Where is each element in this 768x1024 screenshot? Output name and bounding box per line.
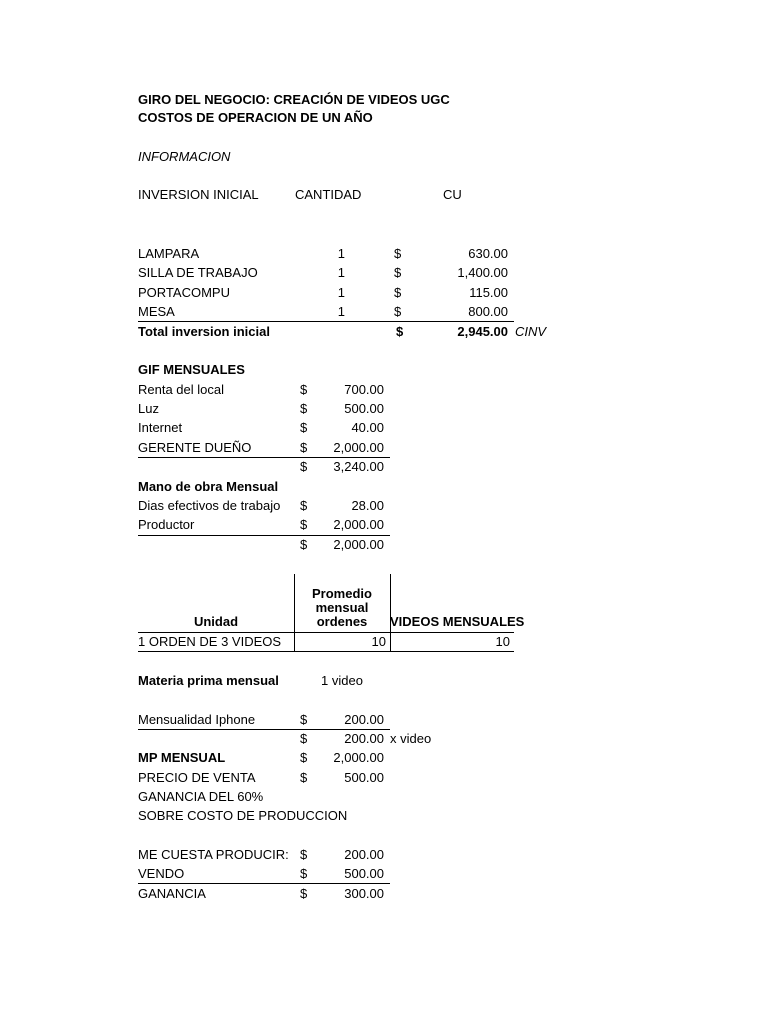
divider <box>138 651 514 652</box>
item-value: 40.00 <box>351 420 384 435</box>
total-inversion-value: 2,945.00 <box>457 324 508 339</box>
precio-venta-label: PRECIO DE VENTA <box>138 770 256 785</box>
col-header-cu: CU <box>443 187 462 202</box>
videos-cell: 10 <box>495 634 510 649</box>
per-video-value: 200.00 <box>344 731 384 746</box>
per-video-tag: x video <box>390 731 432 746</box>
item-cu: 800.00 <box>468 304 508 319</box>
cost-title: COSTOS DE OPERACION DE UN AÑO <box>138 110 373 125</box>
item-qty: 1 <box>337 265 345 280</box>
item-name: ME CUESTA PRODUCIR: <box>138 847 289 862</box>
divider <box>138 457 390 458</box>
currency-sign: $ <box>394 304 402 319</box>
currency-sign: $ <box>300 517 308 532</box>
cinv-tag: CINV <box>515 324 547 339</box>
item-qty: 1 <box>337 304 345 319</box>
currency-sign: $ <box>300 537 308 552</box>
currency-sign: $ <box>300 382 308 397</box>
header-promedio-1: Promedio <box>312 586 372 601</box>
item-value: 500.00 <box>344 866 384 881</box>
mano-obra-title: Mano de obra Mensual <box>138 479 279 494</box>
col-header-inversion: INVERSION INICIAL <box>138 187 259 202</box>
item-value: 200.00 <box>344 847 384 862</box>
currency-sign: $ <box>300 750 308 765</box>
divider <box>138 883 390 884</box>
item-value: 500.00 <box>344 401 384 416</box>
info-label: INFORMACION <box>138 149 231 164</box>
currency-sign: $ <box>300 401 308 416</box>
item-name: Internet <box>138 420 183 435</box>
divider <box>138 535 390 536</box>
item-name: GERENTE DUEÑO <box>138 440 252 455</box>
item-name: Mensualidad Iphone <box>138 712 256 727</box>
unit-label: 1 video <box>321 673 363 688</box>
sobre-costo-label: SOBRE COSTO DE PRODUCCION <box>138 808 348 823</box>
item-name: Renta del local <box>138 382 224 397</box>
currency-sign: $ <box>300 712 308 727</box>
divider <box>138 321 514 322</box>
gif-total-value: 3,240.00 <box>333 459 384 474</box>
business-line-title: GIRO DEL NEGOCIO: CREACIÓN DE VIDEOS UGC <box>138 92 450 107</box>
unidad-cell: 1 ORDEN DE 3 VIDEOS <box>138 634 282 649</box>
item-cu: 115.00 <box>469 285 508 300</box>
divider <box>138 632 514 633</box>
precio-venta-value: 500.00 <box>344 770 384 785</box>
item-value: 300.00 <box>344 886 384 901</box>
gif-title: GIF MENSUALES <box>138 362 245 377</box>
mano-obra-total-value: 2,000.00 <box>333 537 384 552</box>
item-name: Luz <box>138 401 159 416</box>
item-name: SILLA DE TRABAJO <box>138 265 258 280</box>
currency-sign: $ <box>300 770 308 785</box>
mp-mensual-label: MP MENSUAL <box>138 750 226 765</box>
total-inversion-label: Total inversion inicial <box>138 324 270 339</box>
currency-sign: $ <box>300 886 308 901</box>
item-name: Productor <box>138 517 195 532</box>
currency-sign: $ <box>300 440 308 455</box>
currency-sign: $ <box>300 459 308 474</box>
currency-sign: $ <box>300 420 308 435</box>
currency-sign: $ <box>396 324 404 339</box>
item-value: 2,000.00 <box>333 440 384 455</box>
promedio-cell: 10 <box>371 634 386 649</box>
currency-sign: $ <box>300 498 308 513</box>
materia-prima-title: Materia prima mensual <box>138 673 279 688</box>
item-value: 28.00 <box>351 498 384 513</box>
header-videos-mensuales: VIDEOS MENSUALES <box>390 614 525 629</box>
item-name: Dias efectivos de trabajo <box>138 498 281 513</box>
currency-sign: $ <box>300 866 308 881</box>
item-name: PORTACOMPU <box>138 285 230 300</box>
col-header-cantidad: CANTIDAD <box>295 187 362 202</box>
header-promedio-3: ordenes <box>316 614 368 629</box>
item-name: GANANCIA <box>138 886 206 901</box>
ganancia-pct-label: GANANCIA DEL 60% <box>138 789 264 804</box>
currency-sign: $ <box>300 847 308 862</box>
item-qty: 1 <box>337 246 345 261</box>
divider <box>138 729 390 730</box>
item-name: LAMPARA <box>138 246 200 261</box>
item-qty: 1 <box>337 285 345 300</box>
item-value: 200.00 <box>344 712 384 727</box>
currency-sign: $ <box>300 731 308 746</box>
item-value: 700.00 <box>344 382 384 397</box>
currency-sign: $ <box>394 265 402 280</box>
item-value: 2,000.00 <box>333 517 384 532</box>
currency-sign: $ <box>394 285 402 300</box>
item-name: MESA <box>138 304 175 319</box>
currency-sign: $ <box>394 246 402 261</box>
item-cu: 1,400.00 <box>457 265 508 280</box>
item-name: VENDO <box>138 866 185 881</box>
header-promedio-2: mensual <box>315 600 369 615</box>
header-unidad: Unidad <box>193 614 239 629</box>
item-cu: 630.00 <box>468 246 508 261</box>
mp-mensual-value: 2,000.00 <box>333 750 384 765</box>
